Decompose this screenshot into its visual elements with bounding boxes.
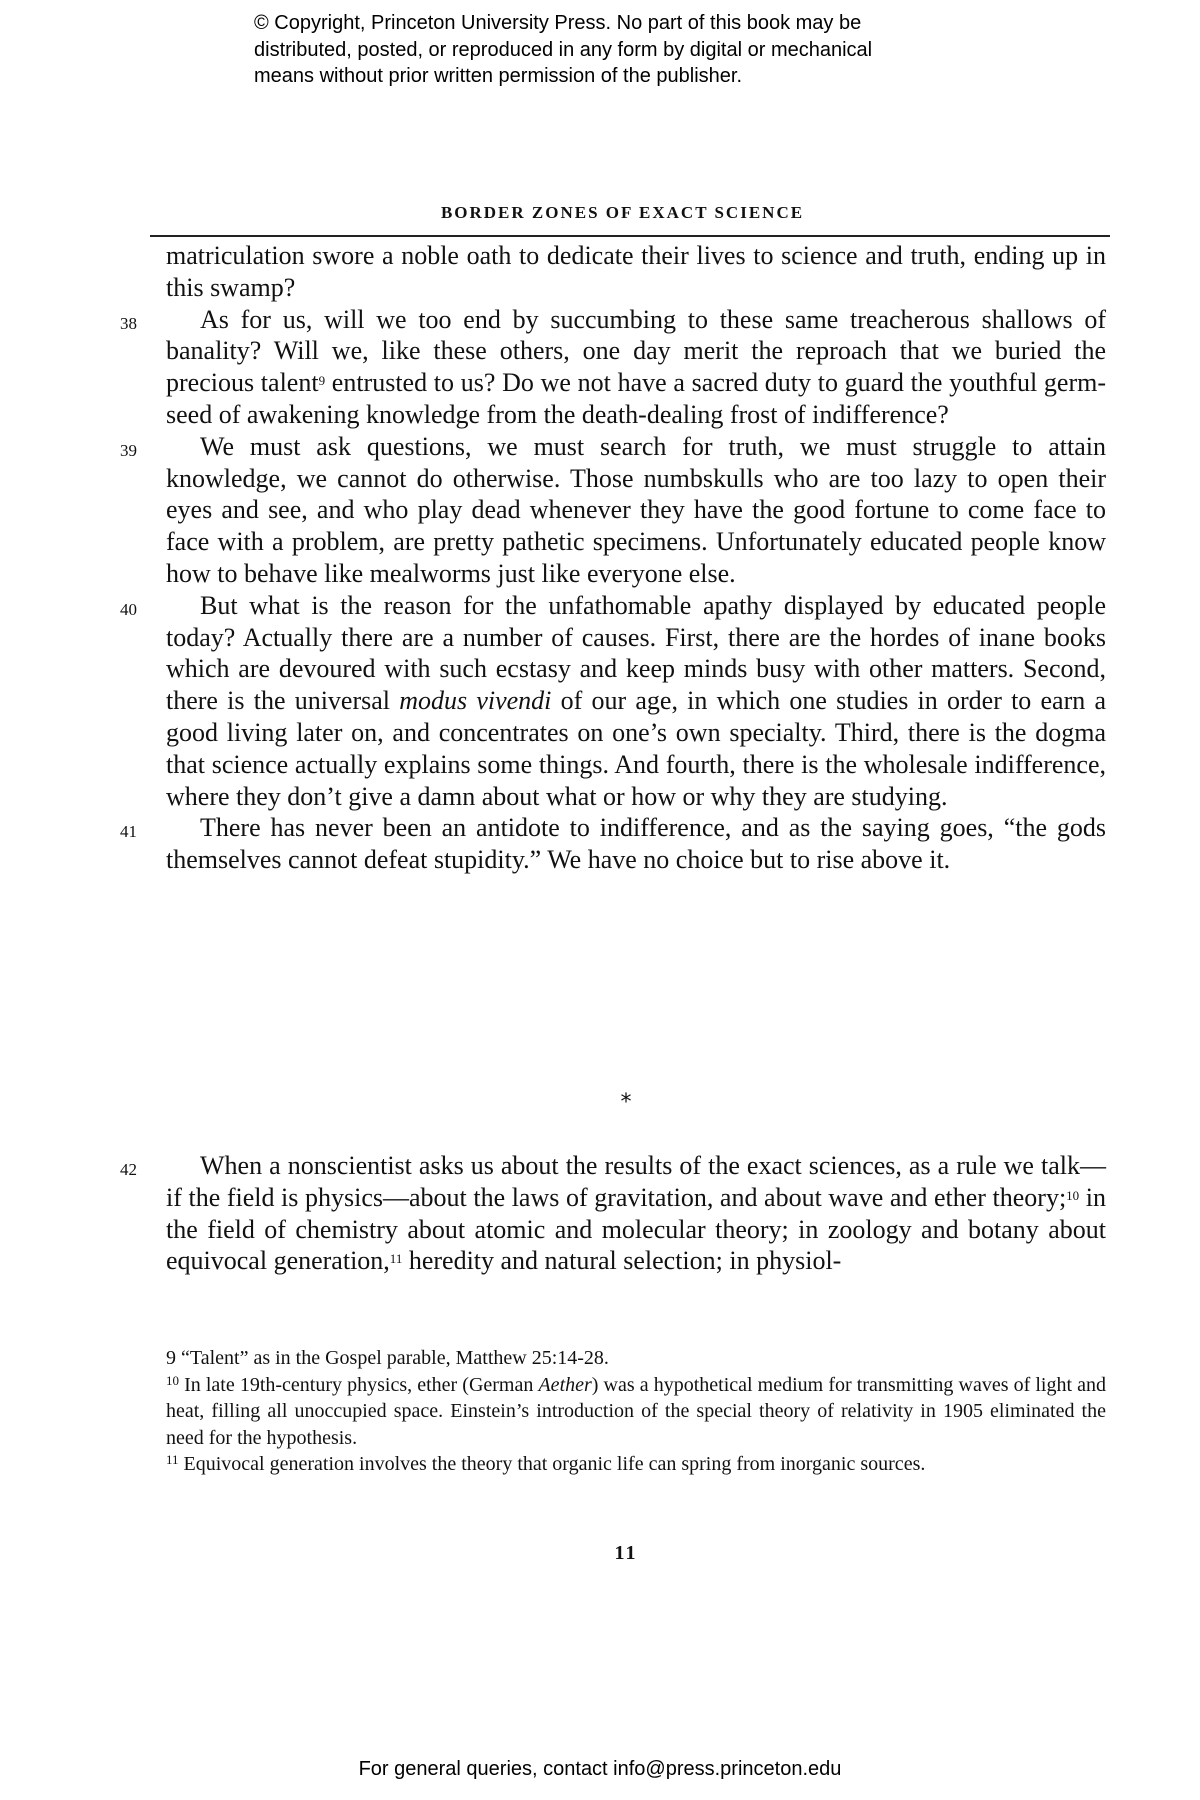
footnote-ref-10: 10 (1066, 1187, 1080, 1203)
footnote-ref-11: 11 (389, 1251, 403, 1267)
copyright-notice (254, 10, 1034, 90)
paragraph-number-42: 42 (120, 1160, 137, 1179)
footnotes (166, 1345, 1106, 1478)
paragraph-39: 39 We must ask questions, we must search for truth, we must struggle to attain knowledge, we cannot do otherwise. Those numbskulls who are too lazy to open their eyes and see, and who play dead whenever they have the good fortune to come face to face with a problem, are pretty pathetic specimens. Unfortunately educated people know how to behave like mealworms just like everyone else. (120, 431, 1106, 588)
running-head: BORDER ZONES OF EXACT SCIENCE (440, 203, 805, 222)
paragraph-42: 42 When a nonscientist asks us about the results of the exact sciences, as a rule we talk—if the field is physics—about the laws of gravitation, and about wave and ether theory;$^{10}$ in the field of chemistry about atomic and molecular theory; in zoology and botany about equivocal generation,$^{11}$ heredity and natural selection; in physiol- (120, 1151, 1106, 1276)
paragraph-continued: matriculation swore a noble oath to dedicate their lives to science and truth, ending up in this swamp? (166, 241, 1106, 302)
copyright-line-3: means without prior written permission of the publisher. (254, 65, 743, 87)
section-break-mark: * (620, 1090, 632, 1115)
footnote-11: $^{11}$ Equivocal generation involves the theory that organic life can spring from inorganic sources. (166, 1452, 926, 1475)
paragraph-41: 41 There has never been an antidote to indifference, and as the saying goes, “the gods themselves cannot defeat stupidity.” We have no choice but to rise above it. (120, 813, 1106, 875)
copyright-line-2: distributed, posted, or reproduced in any form by digital or mechanical (254, 38, 873, 61)
paragraph-40: 40 But what is the reason for the unfathomable apathy displayed by educated people today? Actually there are a number of causes. First, there are the hordes of inane books which are devoured with such ecstasy and keep minds busy with other matters. Second, there is the universal modus vivendi of our age, in which one studies in order to earn a good living later on, and concentrates on one’s own specialty. Third, there is the dogma that science actually explains some things. And fourth, there is the wholesale indifference, where they don’t give a damn about what or how or why they are studying. (120, 590, 1106, 811)
footnote-ref-9: 9 (318, 373, 326, 389)
paragraph-38: 38 As for us, will we too end by succumbing to these same treacherous shallows of banality? Will we, like these others, one day merit the reproach that we buried the precious talent$^9$ entrusted to us? Do we not have a sacred duty to guard the youthful germ-seed of awakening knowledge from the death-dealing frost of indifference? (120, 304, 1106, 429)
body-text (120, 240, 1106, 876)
paragraph-number-38: 38 (120, 313, 137, 333)
copyright-line-1: © Copyright, Princeton University Press. No part of this book may be (254, 12, 862, 34)
paragraph-number-41: 41 (120, 822, 137, 842)
paragraph-number-39: 39 (120, 440, 137, 460)
italic-phrase: modus vivendi (399, 686, 552, 716)
header-rule (150, 235, 1110, 237)
paragraph-number-40: 40 (120, 599, 137, 619)
body-text-continued (120, 1150, 1106, 1277)
footnote-9: 9 “Talent” as in the Gospel parable, Matthew 25:14-28. (166, 1347, 609, 1369)
page-number: 11 (614, 1542, 638, 1564)
footnote-10: $^{10}$ In late 19th-century physics, ether (German Aether) was a hypothetical medium for transmitting waves of light and heat, filling all unoccupied space. Einstein’s introduction of the special theory of relativity in 1905 eliminated the need for the hypothesis. (166, 1372, 1106, 1449)
contact-footer: For general queries, contact info@press.princeton.edu (358, 1758, 842, 1780)
